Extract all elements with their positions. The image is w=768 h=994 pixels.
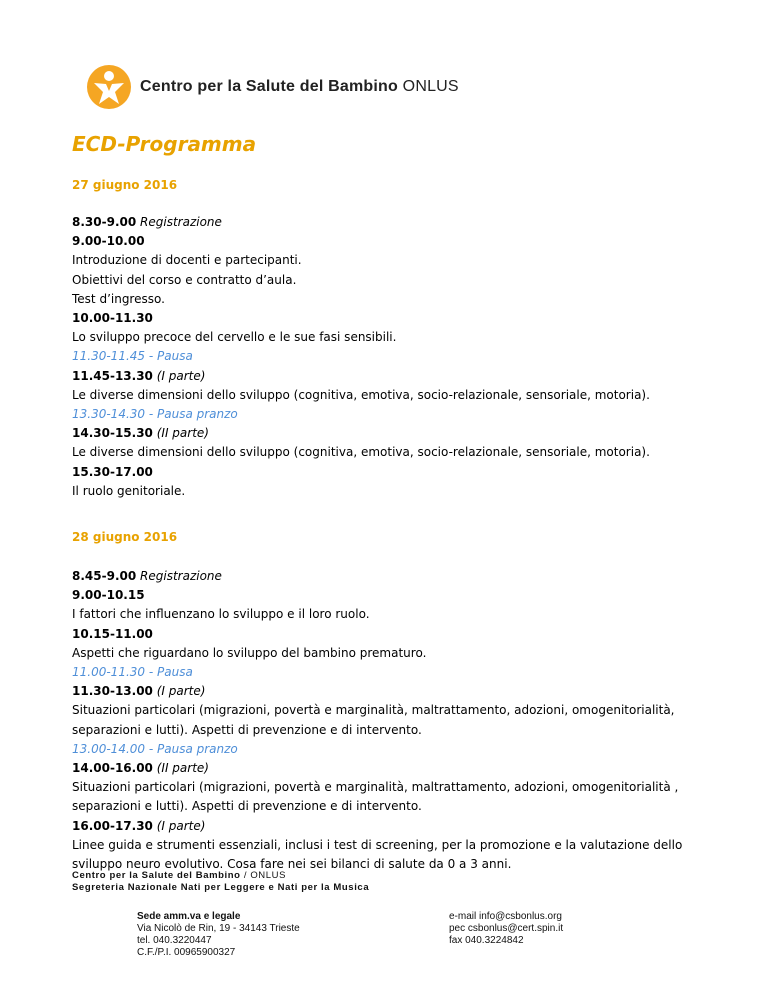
session-description: Situazioni particolari (migrazioni, povertà e marginalità, maltrattamento, adozioni, omogenitorialità , separazioni e lutti). Aspetti di prevenzione e di intervento. (72, 780, 679, 814)
footer-address (137, 911, 300, 959)
session-time-line (72, 424, 712, 443)
session-description: Le diverse dimensioni dello sviluppo (cognitiva, emotiva, socio-relazionale, sensoriale, motoria). (72, 445, 650, 460)
session-note: Registrazione (140, 215, 222, 229)
day1-date: 27 giugno 2016 (72, 178, 178, 192)
contact-pec: pec csbonlus@cert.spin.it (449, 923, 564, 934)
footer-contacts (449, 911, 563, 947)
organization-name-bold: Centro per la Salute del Bambino (140, 78, 399, 95)
session-time-line (72, 682, 712, 701)
address-title: Sede amm.va e legale (137, 911, 241, 922)
session-time: 8.30-9.00 (72, 215, 137, 229)
contact-email: e-mail info@csbonlus.org (449, 911, 562, 922)
session-time-line (72, 213, 712, 232)
session-time-line (72, 567, 712, 586)
document-title: ECD-Programma (72, 132, 257, 156)
session-time-line (72, 309, 712, 328)
pause-line: 11.00-11.30 - Pausa (72, 665, 193, 680)
address-tel: tel. 040.3220447 (137, 935, 212, 946)
session-time-line (72, 367, 712, 386)
session-description: Aspetti che riguardano lo sviluppo del bambino prematuro. (72, 645, 427, 660)
session-time: 15.30-17.00 (72, 464, 153, 479)
session-description: Test d’ingresso. (72, 291, 165, 306)
session-description: Linee guida e strumenti essenziali, inclusi i test di screening, per la promozione e la valutazione dello sviluppo neuro evolutivo. Cosa fare nei sei bilanci di salute da 0 a 3 anni. (72, 837, 683, 872)
session-description: I fattori che influenzano lo sviluppo e il loro ruolo. (72, 607, 370, 622)
day2-schedule (72, 567, 712, 874)
organization-suffix: ONLUS (402, 78, 459, 95)
session-time: 11.30-13.00 (72, 684, 153, 699)
letterhead (86, 64, 459, 110)
session-description: Il ruolo genitoriale. (72, 483, 186, 498)
session-time: 9.00-10.00 (72, 234, 145, 249)
session-time: 14.00-16.00 (72, 761, 153, 776)
footer-org-name: Centro per la Salute del Bambino (72, 870, 241, 881)
session-time: 10.15-11.00 (72, 626, 153, 641)
session-time: 11.45-13.30 (72, 368, 153, 383)
session-note: (I parte) (156, 368, 206, 383)
session-time-line (72, 586, 712, 605)
session-time: 8.45-9.00 (72, 569, 137, 583)
session-time-line (72, 463, 712, 482)
pause-line: 11.30-11.45 - Pausa (72, 349, 193, 364)
session-time: 10.00-11.30 (72, 311, 153, 326)
pause-line: 13.30-14.30 - Pausa pranzo (72, 407, 238, 422)
session-note: (I parte) (156, 818, 206, 833)
session-time-line (72, 759, 712, 778)
session-time: 9.00-10.15 (72, 588, 145, 603)
organization-name (140, 78, 459, 96)
footer-org-suffix: / ONLUS (243, 870, 287, 881)
session-time: 14.30-15.30 (72, 426, 153, 441)
session-description: Obiettivi del corso e contratto d’aula. (72, 272, 297, 287)
address-street: Via Nicolò de Rin, 19 - 34143 Trieste (137, 923, 300, 934)
session-description: Situazioni particolari (migrazioni, povertà e marginalità, maltrattamento, adozioni, omogenitorialità, separazioni e lutti). Aspetti di prevenzione e di intervento. (72, 703, 675, 737)
session-time-line (72, 232, 712, 251)
session-time-line (72, 625, 712, 644)
day2-date: 28 giugno 2016 (72, 530, 178, 544)
session-note: (I parte) (156, 684, 206, 699)
session-description: Le diverse dimensioni dello sviluppo (cognitiva, emotiva, socio-relazionale, sensoriale, motoria). (72, 387, 650, 402)
footer-secretariat: Segreteria Nazionale Nati per Leggere e Nati per la Musica (72, 882, 370, 893)
address-vat: C.F./P.I. 00965900327 (137, 947, 236, 958)
session-note: (II parte) (156, 761, 209, 776)
session-time: 16.00-17.30 (72, 818, 153, 833)
day1-schedule (72, 213, 712, 501)
session-note: Registrazione (140, 569, 222, 583)
session-description: Introduzione di docenti e partecipanti. (72, 253, 302, 268)
session-description: Lo sviluppo precoce del cervello e le sue fasi sensibili. (72, 330, 397, 345)
footer-org-line (72, 870, 369, 882)
session-time-line (72, 817, 712, 836)
footer-organization (72, 870, 369, 894)
contact-fax: fax 040.3224842 (449, 935, 524, 946)
pause-line: 13.00-14.00 - Pausa pranzo (72, 741, 238, 756)
session-note: (II parte) (156, 426, 209, 441)
child-figure-logo-icon (86, 64, 132, 110)
